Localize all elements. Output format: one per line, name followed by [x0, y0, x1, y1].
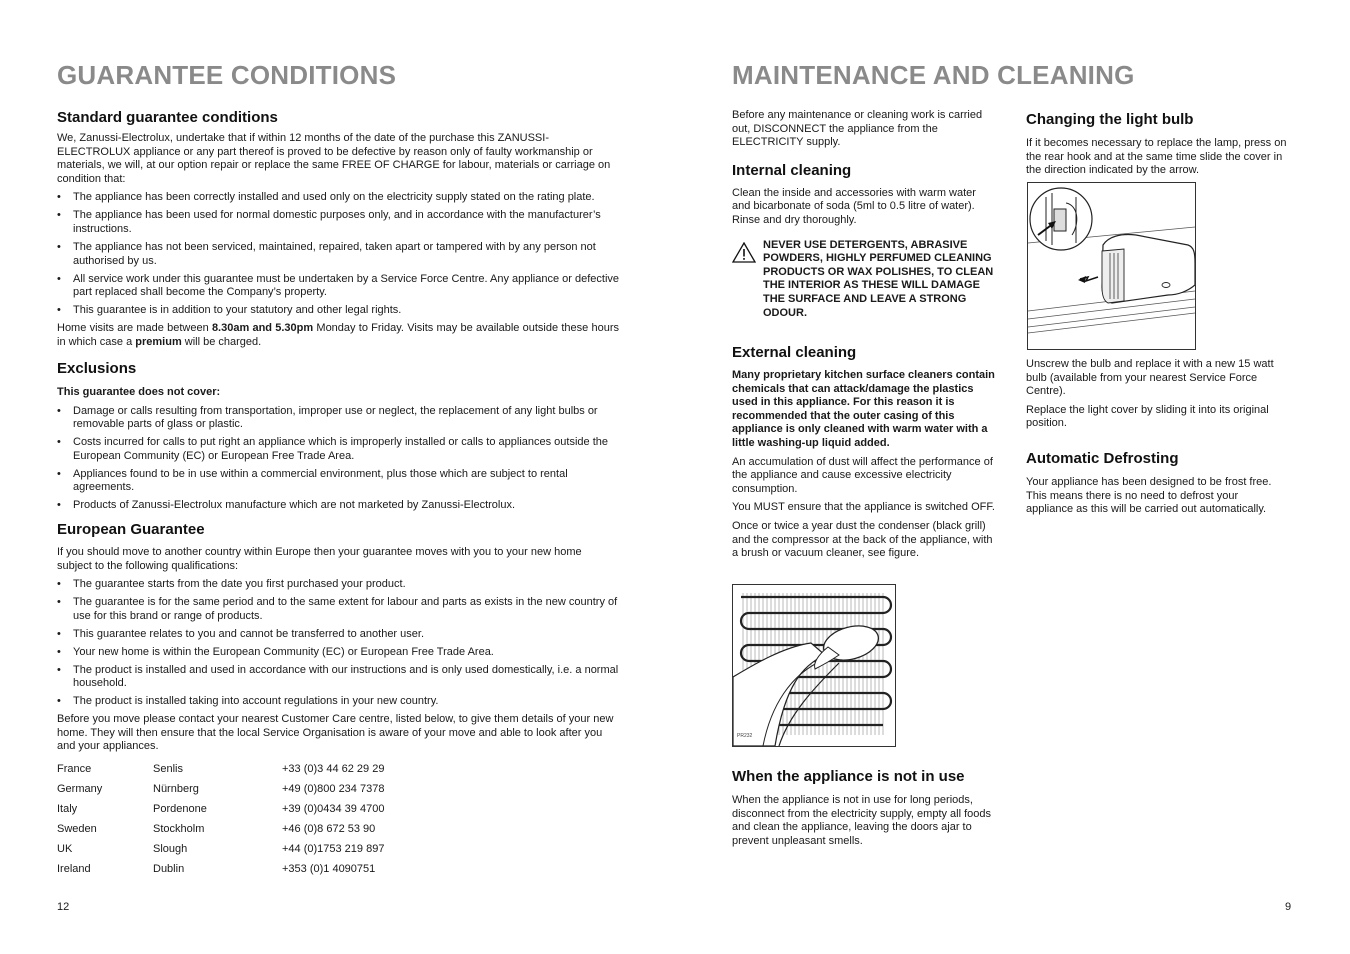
table-row [57, 803, 384, 823]
bulb-replace-section [1026, 358, 1288, 431]
list-item: • The appliance has not been serviced, maintained, repaired, taken apart or tampered with by any person not authorised by us. [57, 241, 619, 268]
light-bulb-text: If it becomes necessary to replace the lamp, press on the rear hook and at the same time slide the cover in the direction indicated by the arrow. [1026, 137, 1287, 177]
list-item: • All service work under this guarantee must be undertaken by a Service Force Centre. Any appliance or defective part replaced shall become the Company’s property. [57, 273, 619, 300]
figure-code: PR232 [737, 733, 753, 739]
automatic-defrosting-heading: Automatic Defrosting [1026, 450, 1179, 467]
list-item: • This guarantee relates to you and cannot be transferred to another user. [57, 628, 619, 642]
european-guarantee-list [57, 578, 619, 709]
right-page-title: MAINTENANCE AND CLEANING [732, 60, 1135, 90]
list-item: • The guarantee is for the same period and to the same extent for labour and parts as exists in the new country of use for this brand or range of products. [57, 596, 619, 623]
list-item: • The appliance has been used for normal domestic purposes only, and in accordance with the manufacturer’s instructions. [57, 209, 619, 236]
phone-cell: +49 (0)800 234 7378 [282, 783, 385, 795]
light-cover-illustration [1028, 183, 1195, 349]
phone-cell: +33 (0)3 44 62 29 29 [282, 763, 385, 775]
table-row [57, 763, 384, 783]
warning-triangle-icon [732, 242, 756, 263]
exclusions-subheading: This guarantee does not cover: [57, 386, 221, 398]
list-item: • This guarantee is in addition to your statutory and other legal rights. [57, 304, 619, 318]
european-guarantee-outro: Before you move please contact your nearest Customer Care centre, listed below, to give them details of your new home. They will then ensure that the local Service Organisation is aware of your move and able to look after you and your appliances. [57, 713, 614, 753]
country-cell: France [57, 763, 92, 775]
table-row [57, 863, 384, 883]
exclusions-list [57, 405, 619, 513]
standard-guarantee-heading: Standard guarantee conditions [57, 109, 278, 126]
standard-guarantee-section [57, 109, 619, 349]
european-guarantee-section [57, 521, 619, 758]
light-bulb-heading: Changing the light bulb [1026, 111, 1194, 128]
disconnect-intro: Before any maintenance or cleaning work is carried out, DISCONNECT the appliance from the ELECTRICITY supply. [732, 109, 983, 149]
list-item: • Damage or calls resulting from transportation, improper use or neglect, the replacement of any light bulbs or removable parts of glass or plastic. [57, 405, 619, 432]
city-cell: Pordenone [153, 803, 207, 815]
city-cell: Nürnberg [153, 783, 199, 795]
condenser-cleaning-figure [732, 584, 896, 747]
condenser-text: Once or twice a year dust the condenser (black grill) and the compressor at the back of the appliance, with a brush or vacuum cleaner, see figure. [732, 519, 993, 560]
external-cleaning-warning: Many proprietary kitchen surface cleaners contain chemicals that can attack/damage the plastics used in this appliance. For this reason it is recommended that the outer casing of this appliance is only cleaned with warm water with a little washing-up liquid added. [732, 369, 995, 449]
internal-cleaning-heading: Internal cleaning [732, 161, 852, 179]
city-cell: Senlis [153, 763, 183, 775]
switch-off-text: You MUST ensure that the appliance is switched OFF. [732, 501, 995, 514]
list-item: • Products of Zanussi-Electrolux manufacture which are not marketed by Zanussi-Electrolux. [57, 499, 619, 513]
left-page-title: GUARANTEE CONDITIONS [57, 60, 397, 90]
list-item: • The product is installed taking into account regulations in your new country. [57, 695, 619, 709]
exclusions-section [57, 360, 619, 517]
phone-cell: +353 (0)1 4090751 [282, 863, 376, 875]
list-item: • Your new home is within the European Community (EC) or European Free Trade Area. [57, 646, 619, 660]
list-item: • Costs incurred for calls to put right an appliance which is improperly installed or calls to appliances outside the European Community (EC) or European Free Trade Area. [57, 436, 619, 463]
list-item: • Appliances found to be in use within a commercial environment, plus those which are subject to rental agreements. [57, 468, 619, 495]
external-cleaning-section [732, 344, 997, 561]
left-page-number: 12 [57, 901, 70, 913]
table-row [57, 783, 384, 803]
country-cell: Germany [57, 783, 103, 795]
country-cell: Italy [57, 803, 78, 815]
warning-text: NEVER USE DETERGENTS, ABRASIVE POWDERS, HIGHLY PERFUMED CLEANING PRODUCTS OR WAX POLISHES, TO CLEAN THE INTERIOR AS THESE WILL DAMAGE THE SURFACE AND LEAVE A STRONG ODOUR. [763, 238, 994, 319]
home-visits-text: Home visits are made between 8.30am and 5.30pm Monday to Friday. Visits may be available outside these hours in which case a premium will be charged. [57, 322, 619, 348]
city-cell: Stockholm [153, 823, 205, 835]
city-cell: Dublin [153, 863, 185, 875]
automatic-defrosting-section [1026, 450, 1288, 517]
european-guarantee-heading: European Guarantee [57, 521, 205, 538]
maintenance-column-1 [732, 109, 997, 331]
condenser-illustration [733, 585, 895, 746]
right-page-number: 9 [1285, 901, 1292, 913]
unscrew-bulb-text: Unscrew the bulb and replace it with a new 15 watt bulb (available from your nearest Service Force Centre). [1026, 358, 1274, 398]
phone-cell: +44 (0)1753 219 897 [282, 843, 385, 855]
not-in-use-text: When the appliance is not in use for long periods, disconnect from the electricity supply, empty all foods and clean the appliance, leaving the doors ajar to prevent unpleasant smells. [732, 794, 992, 847]
list-item: • The product is installed and used in accordance with our instructions and is only used domestically, i.e. a normal household. [57, 664, 619, 691]
phone-cell: +39 (0)0434 39 4700 [282, 803, 385, 815]
city-cell: Slough [153, 843, 188, 855]
light-cover-figure [1027, 182, 1196, 350]
not-in-use-heading: When the appliance is not in use [732, 768, 965, 785]
list-item: • The appliance has been correctly installed and used only on the electricity supply stated on the rating plate. [57, 191, 619, 205]
warning-block [732, 239, 997, 321]
table-row [57, 823, 384, 843]
dust-performance-text: An accumulation of dust will affect the performance of the appliance and cause excessive electricity consumption. [732, 455, 993, 495]
country-cell: UK [57, 843, 73, 855]
replace-cover-text: Replace the light cover by sliding it into its original position. [1026, 403, 1269, 430]
table-row [57, 843, 384, 863]
internal-cleaning-text: Clean the inside and accessories with warm water and bicarbonate of soda (5ml to 0.5 litre of water). Rinse and dry thoroughly. [732, 186, 976, 226]
standard-guarantee-intro: We, Zanussi-Electrolux, undertake that if within 12 months of the date of the purchase this ZANUSSI-ELECTROLUX appliance or any part thereof is proved to be defective by reason only of faulty workmanship or materials, we will, at our option repair or replace the same FREE OF CHARGE for labour, materials or carriage on condition that: [57, 132, 611, 185]
light-bulb-section [1026, 111, 1288, 178]
country-cell: Ireland [57, 863, 91, 875]
country-cell: Sweden [57, 823, 97, 835]
automatic-defrosting-text: Your appliance has been designed to be frost free. This means there is no need to defrost your appliance as this will be carried out automatically. [1026, 476, 1272, 516]
customer-care-table [57, 763, 384, 883]
standard-guarantee-list [57, 191, 619, 317]
european-guarantee-intro: If you should move to another country within Europe then your guarantee moves with you to your new home subject to the following qualifications: [57, 546, 582, 572]
phone-cell: +46 (0)8 672 53 90 [282, 823, 376, 835]
list-item: • The guarantee starts from the date you first purchased your product. [57, 578, 619, 592]
external-cleaning-heading: External cleaning [732, 344, 857, 361]
not-in-use-section [732, 768, 998, 848]
exclusions-heading: Exclusions [57, 360, 137, 377]
